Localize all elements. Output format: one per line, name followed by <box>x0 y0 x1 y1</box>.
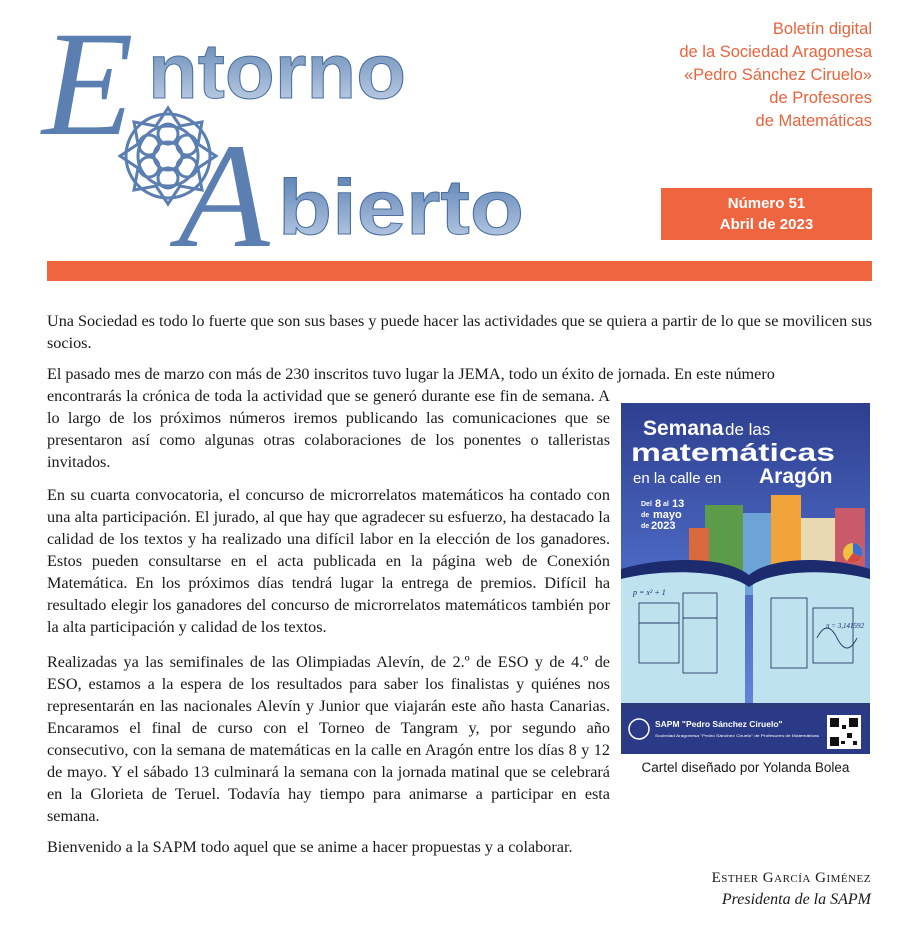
society-line: de Profesores <box>769 89 872 107</box>
issue-badge <box>661 188 872 240</box>
issue-date: Abril de 2023 <box>719 216 814 233</box>
paragraph-jema-first-line: El pasado mes de marzo con más de 230 inscritos tuvo lugar la JEMA, todo un éxito de jornada. En este número <box>47 365 775 383</box>
poster-title-de-las: de las <box>725 420 771 439</box>
signature-role: Presidenta de la SAPM <box>721 891 871 908</box>
poster-caption: Cartel diseñado por Yolanda Bolea <box>641 760 850 775</box>
paragraph-jema: encontrarás la crónica de toda la actividad que se generó durante ese fin de semana. A lo largo de los próximos números iremos publicando las comunicaciones que se presentaron así como algunas otras colaboraciones de los ponentes o talleristas invitados. <box>47 387 610 471</box>
poster-date-del: Del <box>641 501 652 508</box>
entorno-abierto-logo <box>40 6 540 256</box>
society-line: «Pedro Sánchez Ciruelo» <box>683 66 872 84</box>
signature-name: Esther García Giménez <box>711 870 871 886</box>
poster-date-2023: 2023 <box>651 520 676 532</box>
logo-initial-e: E <box>42 6 134 167</box>
society-line: de la Sociedad Aragonesa <box>679 43 872 61</box>
poster-date-13: 13 <box>672 498 685 510</box>
poster-title-en-la-calle: en la calle en <box>633 470 722 487</box>
poster-title-matematicas: matemáticas <box>631 439 835 467</box>
poster-title-semana: Semana <box>643 417 724 440</box>
logo-initial-a: A <box>178 113 270 256</box>
poster-date-8: 8 <box>655 498 662 510</box>
paragraph-microrrelatos: En su cuarta convocatoria, el concurso de microrrelatos matemáticos ha contado con una alta participación. El jurado, al que hay que agradecer su esfuerzo, ha destacado la calidad de los textos y ha realizado una difícil labor en la elección de los ganadores. Estos pueden consultarse en el acta publicada en la página web de Conexión Matemática. En los próximos días tendrá lugar la entrega de premios. Difícil ha resultado elegir los ganadores del concurso de microrrelatos matemáticos también por la alta participación y calidad de los textos. <box>47 486 610 636</box>
issue-number: Número 51 <box>727 195 806 212</box>
poster-date-al: al <box>663 501 669 508</box>
poster-title-aragon: Aragón <box>759 465 833 488</box>
poster-footer-name: SAPM "Pedro Sánchez Ciruelo" <box>655 719 783 729</box>
paragraph-olimpiadas: Realizadas ya las semifinales de las Olimpiadas Alevín, de 2.º de ESO y de 4.º de ESO, estamos a la espera de los resultados para saber los finalistas y quiénes nos representarán en las nacionales Alevín y Junior que viajarán este año hasta Canarias. Encaramos el final de curso con el Torneo de Tangram y, por segundo año consecutivo, con la semana de matemáticas en la calle en Aragón entre los días 8 y 12 de mayo. Y el sábado 13 culminará la semana con la jornada matinal que se celebrará en la Glorieta de Teruel. Todavía hay tiempo para animarse a participar en esta semana. <box>47 653 610 825</box>
qr-code-icon <box>827 715 861 749</box>
poster-date-de-2: de <box>641 523 650 530</box>
poster-formula-pi: π = 3,141592 <box>826 622 864 630</box>
paragraph-intro: Una Sociedad es todo lo fuerte que son sus bases y puede hacer las actividades que se quiera a partir de lo que se movilicen sus socios. <box>47 312 872 352</box>
poster-formula: p = x² + 1 <box>633 588 666 597</box>
society-line: Boletín digital <box>772 20 872 38</box>
poster-date-mayo: mayo <box>653 509 682 521</box>
poster-image <box>621 403 870 754</box>
poster-footer-sub: Sociedad Aragonesa "Pedro Sánchez Ciruelo" de Profesores de Matemáticas <box>655 734 820 738</box>
logo-word-ntorno: ntorno <box>148 27 406 115</box>
society-name <box>600 18 872 133</box>
logo-word-bierto: bierto <box>278 163 524 251</box>
header-divider <box>47 261 872 281</box>
paragraph-welcome: Bienvenido a la SAPM todo aquel que se anime a hacer propuestas y a colaborar. <box>47 838 573 856</box>
society-line: de Matemáticas <box>755 112 872 130</box>
poster-date-de: de <box>641 512 650 519</box>
